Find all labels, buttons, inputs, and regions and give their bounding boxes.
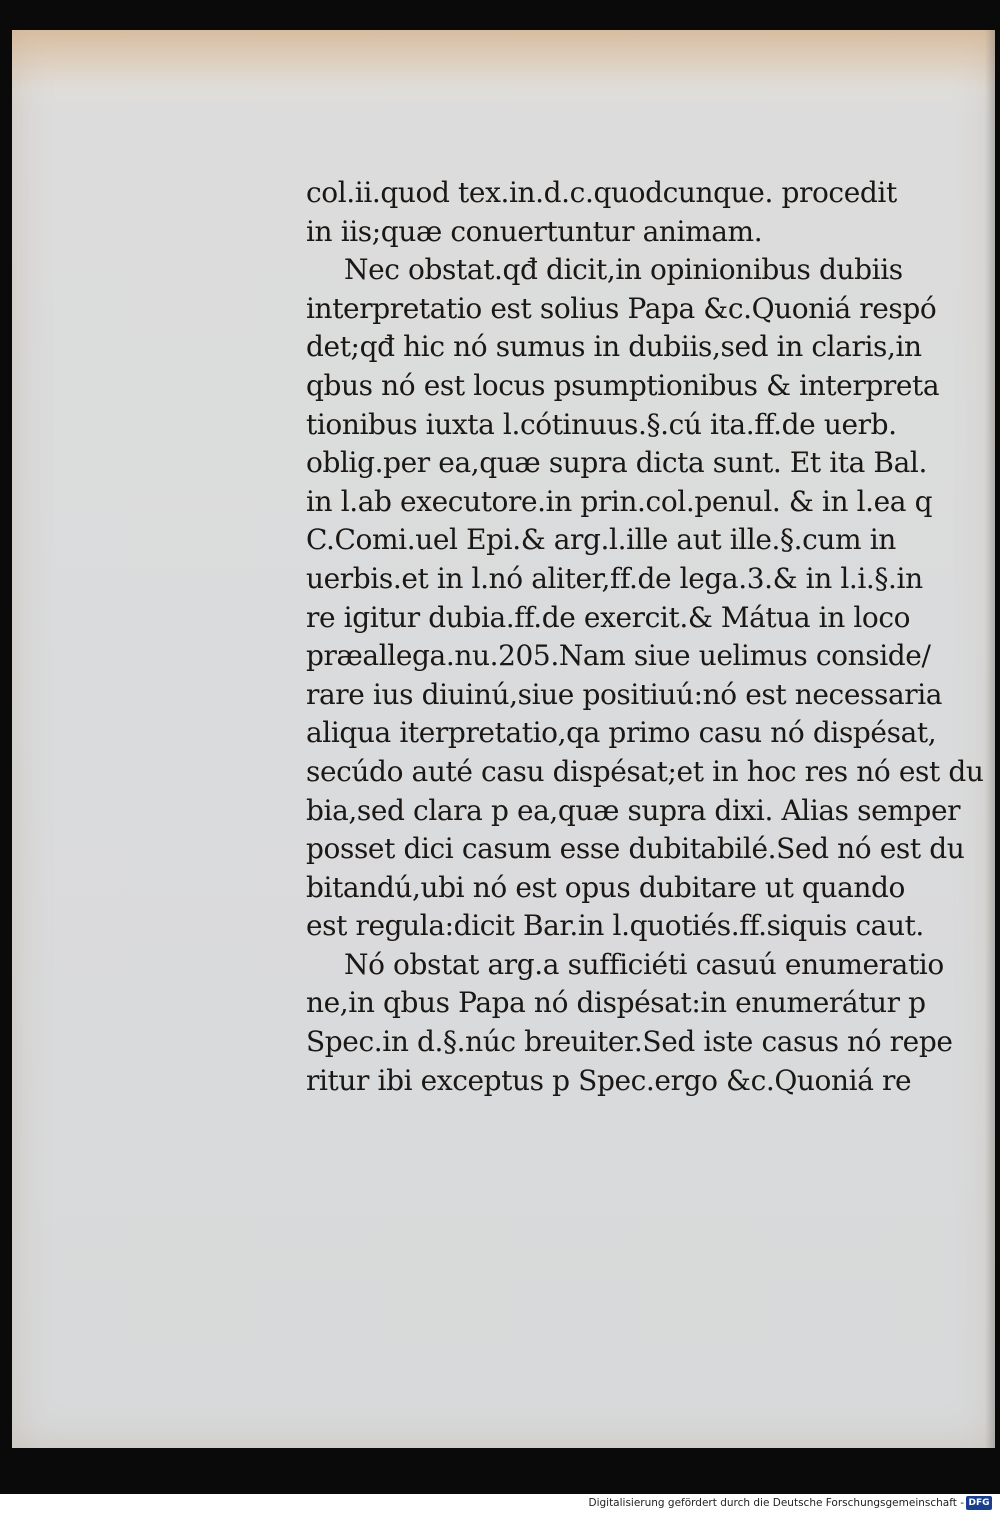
text-line: C.Comi.uel Epi.& arg.l.ille aut ille.§.cum in <box>306 523 896 557</box>
text-line: aliqua iterpretatio,qa primo casu nó dispésat, <box>306 716 937 750</box>
text-line: rare ius diuinú,siue positiuú:nó est necessaria <box>306 677 943 711</box>
text-line: ritur ibi exceptus p Spec.ergo &c.Quoniá re <box>306 1063 912 1097</box>
text-line: est regula:dicit Bar.in l.quotiés.ff.siquis caut. <box>306 909 924 943</box>
dfg-logo-icon: DFG <box>966 1496 992 1510</box>
text-line: in iis;quæ conuertuntur animam. <box>306 214 763 248</box>
text-line: bia,sed clara p ea,quæ supra dixi. Alias semper <box>306 793 961 827</box>
text-line: interpretatio est solius Papa &c.Quoniá respó <box>306 291 937 325</box>
funding-credit: Digitalisierung gefördert durch die Deutsche Forschungsgemeinschaft - <box>588 1497 964 1509</box>
page-text <box>306 174 984 1100</box>
text-line: qbus nó est locus psumptionibus & interpreta <box>306 368 940 402</box>
text-line: col.ii.quod tex.in.d.c.quodcunque. procedit <box>306 176 897 209</box>
text-line: secúdo auté casu dispésat;et in hoc res nó est du <box>306 754 984 788</box>
page-stain <box>12 30 995 90</box>
text-line: oblig.per ea,quæ supra dicta sunt. Et ita Bal. <box>306 446 927 480</box>
text-line: det;qđ hic nó sumus in dubiis,sed in claris,in <box>306 330 922 364</box>
text-line: præallega.nu.205.Nam siue uelimus conside/ <box>306 639 931 673</box>
paragraph-start-line: Nó obstat arg.a sufficiéti casuú enumeratio <box>344 947 944 981</box>
text-line: posset dici casum esse dubitabilé.Sed nó est du <box>306 832 965 866</box>
footer-bar <box>0 1494 1000 1514</box>
text-line: re igitur dubia.ff.de exercit.& Mátua in loco <box>306 600 911 634</box>
paragraph-start-line: Nec obstat.qđ dicit,in opinionibus dubiis <box>344 253 903 287</box>
text-line: bitandú,ubi nó est opus dubitare ut quando <box>306 870 905 904</box>
page-edge-shadow <box>985 30 995 1448</box>
text-line: tionibus iuxta l.cótinuus.§.cú ita.ff.de uerb. <box>306 407 897 441</box>
text-line: uerbis.et in l.nó aliter,ff.de lega.3.& in l.i.§.in <box>306 561 923 595</box>
text-line: Spec.in d.§.núc breuiter.Sed iste casus nó repe <box>306 1025 953 1059</box>
text-line: ne,in qbus Papa nó dispésat:in enumerátur p <box>306 986 926 1020</box>
text-line: in l.ab executore.in prin.col.penul. & in l.ea q <box>306 484 933 518</box>
